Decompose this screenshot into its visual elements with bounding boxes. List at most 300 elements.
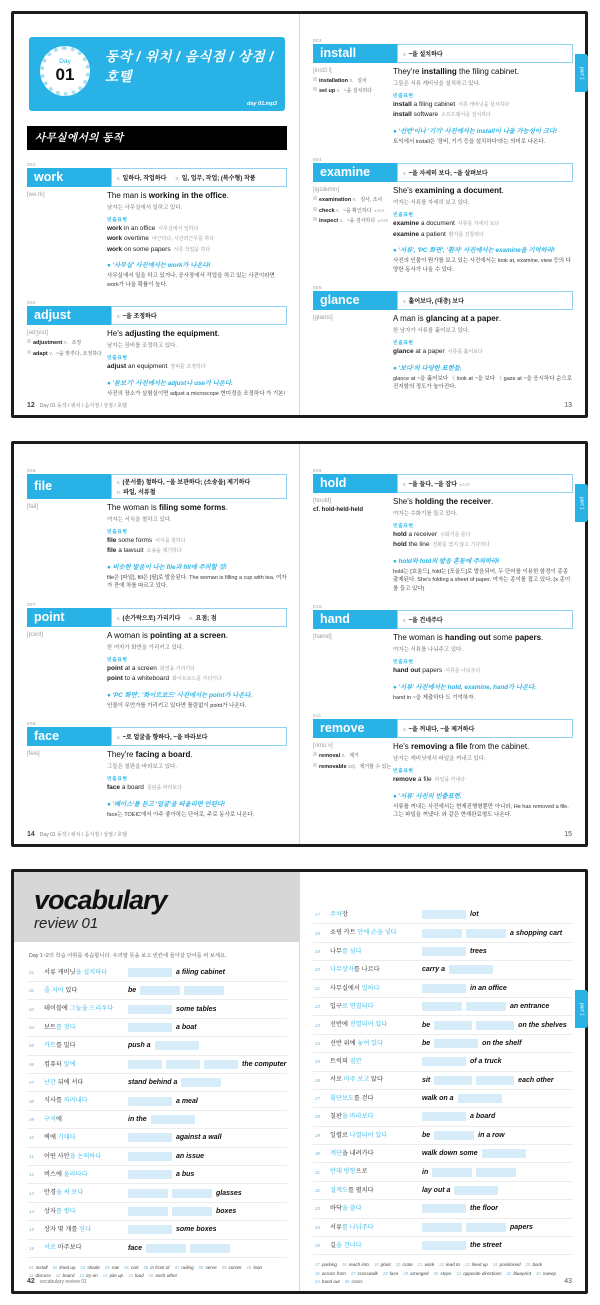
frequent-expressions-label: 빈출표현 <box>107 777 128 783</box>
korean-segment: 앞에 <box>63 1060 76 1068</box>
review-item <box>27 1203 287 1221</box>
answer-blank <box>128 1133 172 1142</box>
definition-box <box>397 163 573 182</box>
review-item <box>27 1056 287 1074</box>
item-number: 05 <box>29 1043 35 1049</box>
entries-page-12 <box>27 162 287 398</box>
answer <box>374 1261 391 1269</box>
review-subtitle: review 01 <box>34 914 99 932</box>
definition-item <box>117 311 157 320</box>
item-korean <box>44 1244 128 1251</box>
answer-blank <box>140 986 180 995</box>
pronunciation: [instɔ́ːl] <box>313 68 332 74</box>
pos-label: v. <box>403 727 407 734</box>
related-word-text: adapt <box>33 350 50 357</box>
phrase-meaning: 서류를 나눠주다 <box>445 668 481 675</box>
example-translation: 여자는 서식을 철하고 있다. <box>107 517 172 523</box>
item-korean <box>330 1205 422 1212</box>
answer-word: steps <box>440 1270 452 1276</box>
answer-blank <box>422 929 462 938</box>
answer-word: opposite directions <box>463 1270 502 1276</box>
korean-segment: 를 젓다 <box>55 1023 76 1031</box>
entry-content <box>107 329 287 398</box>
entry-content <box>393 633 573 702</box>
text-segment: They're <box>107 750 136 760</box>
answer-blank <box>422 947 466 956</box>
example-sentence <box>107 750 287 760</box>
english-text: trees <box>470 947 487 955</box>
korean-segment: 횡단보도 <box>330 1094 354 1102</box>
related-word-bullet <box>313 196 317 200</box>
page-42 <box>14 872 300 1291</box>
item-korean <box>330 985 422 992</box>
text-segment: to a whiteboard <box>122 675 170 683</box>
text-segment: She's <box>393 497 415 506</box>
review-item <box>27 1037 287 1055</box>
pos-label: n. <box>349 78 356 84</box>
related-word-text: installation <box>319 78 350 84</box>
example-translation: 남자는 사무실에서 일하고 있다. <box>107 205 183 211</box>
answer-blank <box>128 1207 168 1216</box>
related-word-text: removal <box>319 753 342 760</box>
korean-segment: 장 <box>341 910 348 918</box>
english-text: carry a <box>422 966 445 974</box>
answer-number: 15 <box>128 1273 134 1279</box>
pronunciation: [wəːrk] <box>27 192 45 198</box>
korean-segment: 기대다 <box>57 1134 76 1142</box>
example-sentence <box>393 186 573 196</box>
english-text: lay out a <box>422 1187 451 1195</box>
frequent-expressions-label: 빈출표현 <box>107 530 128 535</box>
phrase <box>393 776 573 784</box>
answer-key-right <box>315 1261 571 1286</box>
definition-box <box>397 719 573 738</box>
answer <box>315 1278 340 1286</box>
definition-text: (문서를) 철하다, ~을 보관하다; (소송을) 제기하다 <box>122 480 251 486</box>
text-segment: The man is <box>107 191 149 200</box>
text-segment: a file <box>416 776 432 784</box>
phrase-meaning: 서류를 자세히 보다 <box>457 221 500 228</box>
text-segment: adjusting the equipment <box>124 329 218 339</box>
answer-blank <box>434 1131 474 1140</box>
tip-title: ● '서류' 사진의 빈출표현. <box>393 792 462 800</box>
headword: glance <box>313 291 397 310</box>
korean-segment: 선반에 <box>330 1021 350 1029</box>
item-number: 10 <box>29 1135 35 1141</box>
item-english <box>422 1002 571 1011</box>
text-segment: The woman is <box>107 503 160 512</box>
headword: remove <box>313 719 397 738</box>
answer-number: 18 <box>341 1262 348 1268</box>
english-text: a meal <box>176 1097 198 1105</box>
item-english <box>422 984 571 993</box>
entry-content <box>107 750 287 819</box>
definition-item <box>117 613 180 622</box>
definition-item <box>117 732 207 741</box>
review-item <box>27 1111 287 1129</box>
english-text: stand behind a <box>128 1079 178 1087</box>
korean-segment: 칠판 <box>330 1113 342 1121</box>
answer-blank <box>466 929 506 938</box>
answer-blank <box>155 1041 199 1050</box>
cross-ref: ▸384 <box>374 207 385 213</box>
text-segment: holding the receiver <box>414 497 492 506</box>
item-korean <box>330 1187 422 1194</box>
phrase-meaning: 사무실에서 일하다 <box>158 226 199 232</box>
related-word <box>313 752 393 760</box>
answer <box>128 1272 144 1280</box>
korean-segment: 길 <box>330 1242 336 1249</box>
text-segment: install <box>393 111 412 119</box>
korean-segment: 안에 손을 넣다 <box>357 929 397 937</box>
pos-label: n. <box>341 753 348 760</box>
answer-word: lean <box>253 1264 263 1270</box>
frequent-expressions-label: 빈출표현 <box>393 213 414 219</box>
review-items-left <box>27 964 287 1258</box>
related-word-meaning: 검사, 조사 <box>360 197 383 204</box>
english-text: a shopping cart <box>510 929 563 937</box>
definition-item <box>403 615 443 624</box>
definition-text: ~로 얼굴을 향하다, ~을 바라보다 <box>122 735 208 742</box>
review-item <box>27 1092 287 1110</box>
definition-text: ~을 들다, ~을 잡다 <box>408 482 457 488</box>
korean-segment: 를 나르다 <box>353 966 380 974</box>
item-number: 26 <box>315 1077 321 1083</box>
answer <box>247 1264 263 1272</box>
pos-label: v. <box>117 314 121 321</box>
related-word <box>313 763 393 771</box>
definition-item <box>117 173 166 182</box>
related-word <box>27 339 107 347</box>
frequent-expressions-label: 빈출표현 <box>393 524 414 529</box>
definition-item <box>403 479 470 488</box>
text-segment: examine <box>393 230 420 238</box>
phrase <box>393 531 573 539</box>
answer-number: 07 <box>174 1264 181 1270</box>
answer-blank <box>449 965 493 974</box>
item-english <box>128 1152 285 1161</box>
item-number: 25 <box>315 1059 321 1065</box>
related-word-meaning: ~을 검사하다 <box>346 218 376 225</box>
text-segment: . <box>226 191 229 200</box>
answer-word: hand out <box>321 1278 340 1284</box>
korean-segment: 사무실에서 <box>330 984 362 992</box>
english-text: in a row <box>478 1131 505 1139</box>
text-segment: at a paper <box>413 348 445 356</box>
review-item <box>27 1019 287 1037</box>
korean-segment: 구석 <box>44 1115 56 1123</box>
answer-blank <box>204 1060 238 1069</box>
pos-label: v. <box>336 207 342 214</box>
review-item <box>27 1129 287 1147</box>
korean-segment: 트럭의 <box>330 1058 350 1066</box>
related-word-meaning: 제거할 수 있는 <box>359 763 392 770</box>
pos-label: v. <box>117 480 121 486</box>
tip-body: hold는 [호울드], fold는 [포울드]로 발음되어, 두 단어를 이용한 함정이 종종 출제된다. She's folding a sheet of paper. 여자는 종이를 접고 있다. (x 종이를 들고 있다) <box>393 568 571 592</box>
answer <box>536 1270 556 1278</box>
text-segment: a patient <box>419 230 446 238</box>
korean-segment: 쇼핑 카트 <box>330 929 358 937</box>
text-segment: file <box>107 537 117 544</box>
review-item <box>313 1145 573 1163</box>
entries-page-14 <box>27 468 287 819</box>
item-number: 24 <box>315 1040 321 1046</box>
text-segment: file <box>107 547 117 555</box>
frequent-expressions-label: 빈출표현 <box>393 660 414 666</box>
day-title: 동작 / 위치 / 음식점 / 상점 / 호텔 <box>105 49 274 84</box>
related-word-text: examination <box>319 197 353 204</box>
korean-segment: 올라타다 <box>63 1170 88 1178</box>
pronunciation: [feis] <box>27 751 40 758</box>
answer-number: 14 <box>102 1273 109 1279</box>
page-13-number: 13 <box>564 402 572 409</box>
related-word-text: adjustment <box>33 340 64 347</box>
item-english <box>128 1005 285 1014</box>
headword: examine <box>313 163 397 182</box>
review-item <box>27 964 287 982</box>
answer-number: 11 <box>29 1273 35 1279</box>
text-segment: examine <box>393 220 420 228</box>
related-word <box>313 207 393 215</box>
entry-number: 006 <box>27 468 37 473</box>
item-number: 23 <box>315 1022 321 1028</box>
item-number: 18 <box>315 930 321 936</box>
part-1-tab: part 1 <box>575 484 588 522</box>
pos-label: adj. <box>348 763 358 770</box>
item-english <box>128 1097 285 1106</box>
answer-blank <box>146 1244 186 1253</box>
definition-text: 일하다, 작업하다 <box>122 176 167 182</box>
korean-segment: 마주 보고 <box>343 1076 370 1084</box>
entry-sidebar <box>27 750 107 819</box>
item-number: 34 <box>315 1224 321 1230</box>
english-text: some tables <box>176 1005 217 1013</box>
korean-segment: 을 논의하다 <box>69 1152 102 1160</box>
english-text: papers <box>510 1223 533 1231</box>
related-word <box>313 77 393 85</box>
item-english <box>128 1041 285 1050</box>
tip-body: 사진의 인물이 뭔가를 보고 있는 사진에서는 look at, examine, view 등의 다양한 동사가 나올 수 있다. <box>393 258 571 273</box>
answer-number: 22 <box>439 1262 446 1268</box>
answer-word: face <box>389 1270 399 1276</box>
english-text: on the shelves <box>518 1021 567 1029</box>
answer <box>81 1264 100 1272</box>
entry-header <box>27 608 287 627</box>
example-sentence <box>107 191 287 201</box>
entry-body <box>313 497 573 593</box>
phrase-meaning: 서류 캐비닛을 설치하다 <box>458 102 510 108</box>
item-number: 14 <box>29 1208 35 1214</box>
answer-blank <box>422 1112 466 1121</box>
answer <box>396 1261 413 1269</box>
item-english <box>422 1223 571 1232</box>
korean-segment: 바닥 <box>330 1205 342 1213</box>
review-item <box>313 1108 573 1126</box>
day-badge-label: Day <box>59 57 71 65</box>
related-word-bullet <box>313 87 317 91</box>
text-segment: . <box>225 630 228 640</box>
item-korean <box>44 969 128 976</box>
korean-segment: 뒤에 서다 <box>55 1078 84 1086</box>
entry-number: 002 <box>27 300 37 306</box>
related-word-bullet <box>27 350 31 354</box>
related-word-bullet <box>313 217 317 221</box>
english-text: an issue <box>176 1152 205 1160</box>
item-number: 32 <box>315 1188 321 1194</box>
item-number: 06 <box>29 1061 35 1067</box>
korean-segment: 있다 <box>63 987 78 994</box>
text-segment: filing some forms <box>159 503 226 512</box>
entry-number: 001 <box>27 162 37 167</box>
entry-number: 005 <box>313 285 323 291</box>
text-segment: working in the office <box>148 191 227 200</box>
answer-word: parking <box>321 1262 337 1268</box>
phrase <box>393 101 573 109</box>
english-text: of a truck <box>470 1058 502 1066</box>
related-word <box>313 217 393 225</box>
entry-header <box>313 474 573 493</box>
text-segment: the filing cabinet. <box>456 67 520 76</box>
answer <box>199 1264 217 1272</box>
english-text: an entrance <box>510 1003 550 1011</box>
korean-segment: 상자 <box>44 1207 56 1215</box>
english-text: face <box>128 1244 143 1252</box>
definition-box <box>111 608 287 627</box>
pronunciation: [pɔint] <box>27 631 44 638</box>
korean-segment: 서류 <box>330 1223 342 1231</box>
item-english <box>422 1149 571 1158</box>
answer <box>105 1264 119 1272</box>
english-text: in an office <box>470 984 507 992</box>
text-segment: work <box>107 245 123 253</box>
answer-number: 16 <box>148 1273 155 1279</box>
answer-blank <box>466 1223 506 1232</box>
cross-ref: ▸126 <box>459 482 470 487</box>
entry-content <box>393 186 573 274</box>
entry-sidebar <box>313 742 393 819</box>
answer <box>526 1261 543 1269</box>
item-english <box>422 929 571 938</box>
english-text: a boat <box>176 1024 197 1031</box>
answer-blank <box>476 1168 516 1177</box>
item-english <box>422 1076 571 1085</box>
korean-segment: 나열되어 있다 <box>349 1131 388 1139</box>
review-header <box>14 872 299 942</box>
pos-label: v. <box>49 350 55 357</box>
answer-blank <box>128 968 172 977</box>
item-number: 31 <box>315 1169 321 1175</box>
example-sentence <box>393 633 573 643</box>
pos-label: v. <box>403 171 407 178</box>
text-segment: face <box>107 784 121 792</box>
korean-segment: 버스에 <box>44 1170 64 1178</box>
headword: hold <box>313 474 397 493</box>
answer-blank <box>434 1039 478 1048</box>
example-translation: 남자는 캐비닛에서 파일을 꺼내고 있다. <box>393 756 486 763</box>
word-entry <box>313 285 573 391</box>
review-item <box>313 1072 573 1090</box>
answer-blank <box>181 1078 221 1087</box>
phrase <box>393 667 573 675</box>
entry-number: 007 <box>27 601 37 607</box>
item-number: 35 <box>315 1243 321 1249</box>
answer <box>403 1270 428 1278</box>
item-number: 07 <box>29 1080 35 1086</box>
pos-label: v. <box>403 482 407 488</box>
review-item <box>313 1053 573 1071</box>
answer <box>175 1264 194 1272</box>
answer-blank <box>476 1021 514 1030</box>
review-item <box>27 1184 287 1202</box>
phrase-meaning: 소송을 제기하다 <box>146 548 182 555</box>
item-english <box>128 1115 285 1124</box>
english-text: push a <box>128 1042 151 1050</box>
review-item <box>27 982 287 1000</box>
entry-content <box>393 742 573 819</box>
answer-number: 03 <box>80 1264 87 1270</box>
text-segment: . <box>190 750 193 760</box>
text-segment: a filing cabinet <box>411 101 456 108</box>
tip-body: face는 TOEIC에서 아주 좋아하는 단어로, 주로 동사로 나온다. <box>107 811 255 818</box>
item-korean <box>44 987 128 994</box>
entry-header <box>313 44 573 63</box>
text-segment: A man is <box>393 314 426 324</box>
phrase <box>107 246 287 254</box>
answer <box>144 1264 170 1272</box>
entry-header <box>27 727 287 746</box>
english-text: on the shelf <box>482 1039 522 1047</box>
review-items-right <box>313 906 573 1255</box>
answer-word: lined up <box>471 1262 488 1268</box>
item-korean <box>330 1003 422 1010</box>
related-word <box>313 196 393 204</box>
definition-item <box>117 487 156 496</box>
english-text: in the <box>128 1115 147 1123</box>
pos-label: v. <box>403 618 407 625</box>
item-english <box>422 1112 571 1121</box>
item-english <box>422 1241 571 1250</box>
english-text: sit <box>422 1076 431 1084</box>
related-word <box>27 350 107 358</box>
definition-item <box>117 477 250 486</box>
entry-header <box>313 719 573 738</box>
korean-segment: 컴퓨터 <box>44 1060 64 1068</box>
review-item <box>27 1221 287 1239</box>
text-segment: some forms <box>116 537 153 544</box>
review-item <box>313 980 573 998</box>
pos-label: n. <box>175 176 180 182</box>
related-word-bullet <box>313 77 317 81</box>
answer-word: load <box>134 1273 144 1279</box>
pos-label: v. <box>336 88 342 95</box>
entry-sidebar <box>313 633 393 702</box>
korean-segment: 나무 <box>330 947 342 955</box>
pronunciation: [hænd] <box>313 634 332 641</box>
korean-segment: 난간 <box>44 1078 56 1086</box>
item-number: 19 <box>315 948 321 954</box>
example-sentence <box>107 631 287 641</box>
review-item <box>313 1035 573 1053</box>
answer-blank <box>128 1189 168 1198</box>
korean-segment: 진열되어 있다 <box>349 1021 388 1029</box>
pos-label: v. <box>339 218 345 225</box>
phrase-meaning: 장비를 조정하다 <box>170 364 206 371</box>
korean-segment: 를 펼치다 <box>347 1186 374 1194</box>
entry-content <box>393 497 573 593</box>
review-item <box>27 1074 287 1092</box>
page-14-footer <box>27 831 127 838</box>
item-number: 11 <box>29 1153 34 1159</box>
